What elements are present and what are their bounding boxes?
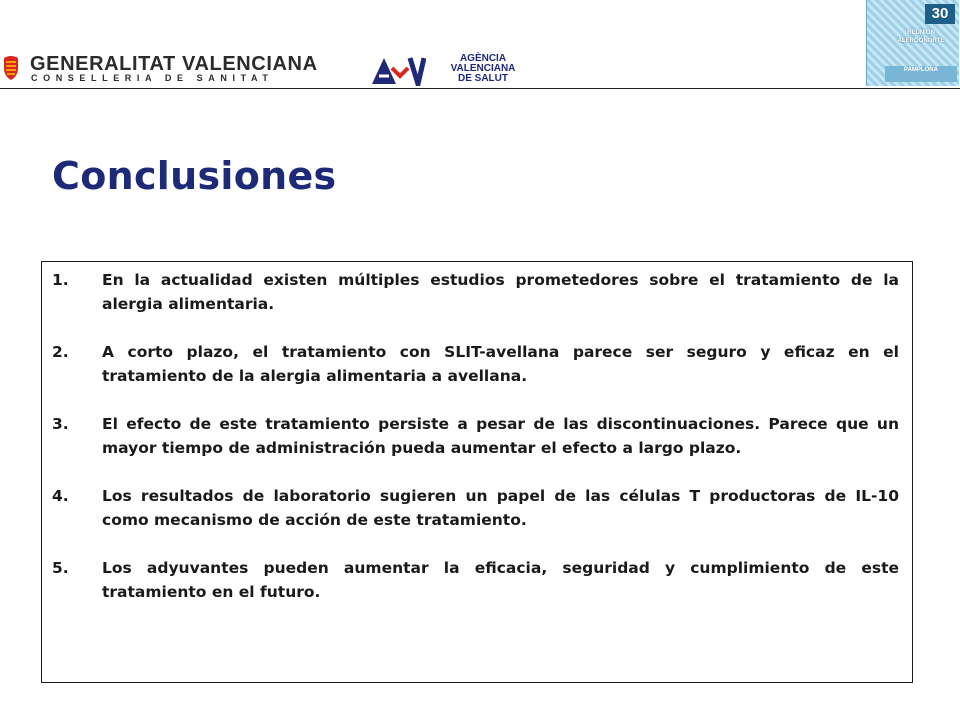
conclusion-text: El efecto de este tratamiento persiste a pesar de las discontinuaciones. Parece que un mayor tiempo de administración pueda aumentar el efecto a largo plazo. [102, 415, 899, 457]
badge-footer: PAMPLONA [885, 66, 957, 82]
conclusion-text: Los resultados de laboratorio sugieren un papel de las células T productoras de IL-10 como mecanismo de acción de este tratamiento. [102, 487, 899, 529]
conclusions-list [42, 268, 912, 628]
badge-number: 30 [925, 4, 955, 24]
slide-header [0, 0, 960, 90]
badge-line-2: ALERGONORTE [897, 38, 945, 44]
conclusion-item [42, 556, 912, 604]
conclusion-number: 5. [52, 559, 69, 577]
conclusion-number: 2. [52, 343, 69, 361]
agency-name-line: DE SALUT [458, 73, 508, 84]
conclusion-item [42, 340, 912, 388]
conclusion-text: A corto plazo, el tratamiento con SLIT-avellana parece ser seguro y eficaz en el tratamiento de la alergia alimentaria a avellana. [102, 343, 899, 385]
agencia-valenciana-logo [370, 52, 540, 88]
conclusion-number: 1. [52, 271, 69, 289]
conclusion-number: 3. [52, 415, 69, 433]
generalitat-logo [2, 46, 318, 86]
generalitat-title: GENERALITAT VALENCIANA [30, 53, 318, 75]
conclusion-item [42, 412, 912, 460]
conclusions-box [41, 261, 913, 683]
congress-badge [866, 0, 959, 86]
agency-name-line: AGÈNCIA [459, 53, 507, 64]
conclusion-item [42, 268, 912, 316]
slide-title: Conclusiones [52, 154, 337, 198]
avs-logo-mark-icon [370, 54, 426, 86]
badge-line-1: REUNIÓN [907, 30, 935, 36]
conclusion-text: En la actualidad existen múltiples estudios prometedores sobre el tratamiento de la alergia alimentaria. [102, 271, 899, 313]
generalitat-emblem-icon [2, 54, 20, 82]
conselleria-subtitle: CONSELLERIA DE SANITAT [31, 73, 274, 83]
conclusion-text: Los adyuvantes pueden aumentar la eficacia, seguridad y cumplimiento de este tratamiento en el futuro. [102, 559, 899, 601]
conclusion-item [42, 484, 912, 532]
conclusion-number: 4. [52, 487, 69, 505]
agency-name-line: VALENCIANA [450, 63, 516, 74]
header-divider [0, 88, 960, 89]
agency-name [428, 54, 538, 84]
